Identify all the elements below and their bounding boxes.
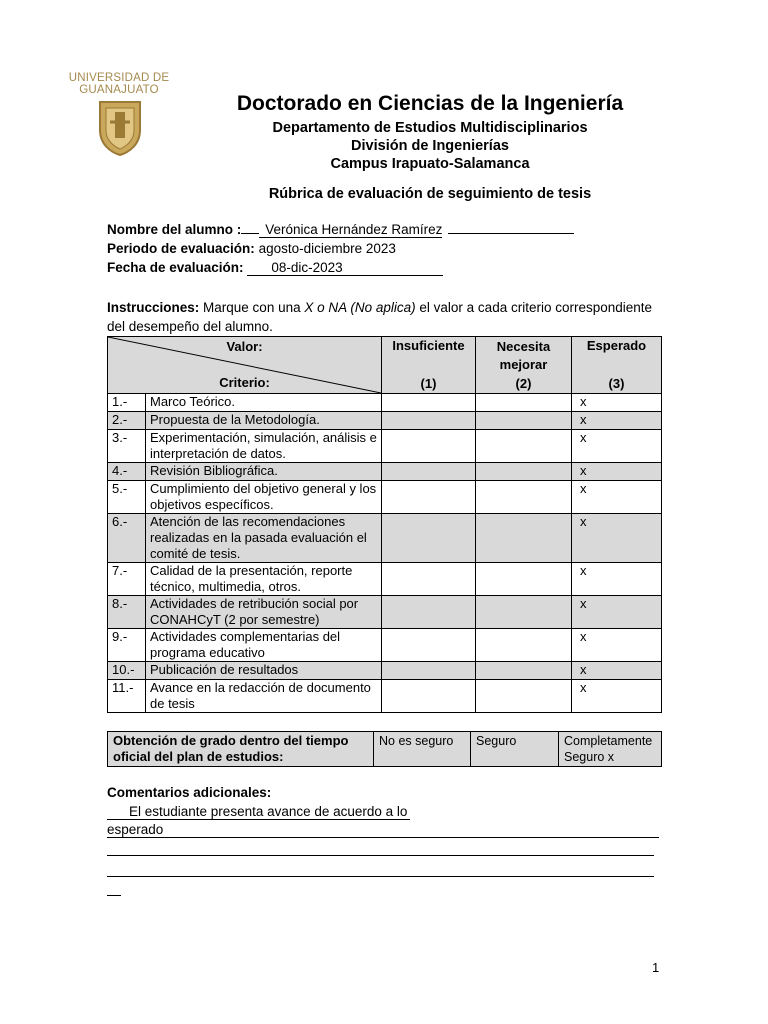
col-insuficiente-label: Insuficiente [392,338,465,353]
obtencion-seguro[interactable]: Seguro [471,732,559,767]
row-necesita[interactable] [476,412,572,430]
comments-line1: El estudiante presenta avance de acuerdo a lo [107,804,410,820]
row-criterion: Revisión Bibliográfica. [146,463,382,481]
table-row [108,596,662,629]
university-seal-icon [96,98,144,156]
row-criterion: Atención de las recomendaciones realizadas en la pasada evaluación el comité de tesis. [146,514,382,563]
row-esperado[interactable]: x [572,680,662,713]
col-necesita [476,337,572,394]
table-row [108,563,662,596]
table-row [108,481,662,514]
col-insuficiente-num: (1) [420,376,437,391]
row-criterion: Avance en la redacción de documento de tesis [146,680,382,713]
row-insuficiente[interactable] [382,563,476,596]
row-criterion: Publicación de resultados [146,662,382,680]
row-esperado[interactable]: x [572,596,662,629]
row-necesita[interactable] [476,563,572,596]
row-esperado[interactable]: x [572,629,662,662]
university-line2: GUANAJUATO [79,84,159,96]
obtencion-completamente-seguro[interactable]: Completamente Seguro x [559,732,662,767]
valor-criterio-cell [108,337,382,394]
row-number: 6.- [108,514,146,563]
page-title: Doctorado en Ciencias de la Ingeniería [236,92,624,115]
col-esperado-label: Esperado [586,338,647,353]
campus: Campus Irapuato-Salamanca [330,156,530,172]
rubric-title: Rúbrica de evaluación de seguimiento de tesis [268,186,592,202]
row-number: 7.- [108,563,146,596]
name-value: Verónica Hernández Ramírez [259,222,442,238]
table-row [108,680,662,713]
row-number: 10.- [108,662,146,680]
row-necesita[interactable] [476,629,572,662]
name-label: Nombre del alumno : [107,222,242,237]
table-row [108,394,662,412]
row-necesita[interactable] [476,662,572,680]
row-necesita[interactable] [476,430,572,463]
obtencion-row [108,732,662,767]
comments-label: Comentarios adicionales: [107,785,272,800]
instructions-emphasis: X o NA (No aplica) [304,300,416,315]
period-label: Periodo de evaluación: [107,241,255,256]
row-insuficiente[interactable] [382,514,476,563]
col-esperado-num: (3) [608,376,625,391]
row-criterion: Actividades de retribución social por CONAHCyT (2 por semestre) [146,596,382,629]
period-value: agosto-diciembre 2023 [258,241,396,256]
row-criterion: Actividades complementarias del programa educativo [146,629,382,662]
comments-blank-line [107,876,654,877]
comments-line2: esperado [107,822,659,838]
university-line1: UNIVERSIDAD DE [68,72,170,84]
obtencion-table [107,731,662,767]
department: Departamento de Estudios Multidisciplinarios [272,120,588,136]
row-number: 8.- [108,596,146,629]
table-row [108,629,662,662]
row-esperado[interactable]: x [572,563,662,596]
date-row [107,260,443,276]
row-esperado[interactable]: x [572,412,662,430]
row-esperado[interactable]: x [572,514,662,563]
row-insuficiente[interactable] [382,629,476,662]
table-row [108,662,662,680]
row-number: 1.- [108,394,146,412]
row-number: 4.- [108,463,146,481]
instructions-label: Instrucciones: [107,300,200,315]
col-esperado [572,337,662,394]
row-insuficiente[interactable] [382,463,476,481]
table-row [108,514,662,563]
university-name [68,72,170,96]
instructions [107,298,667,336]
row-insuficiente[interactable] [382,430,476,463]
row-necesita[interactable] [476,596,572,629]
rubric-header-row [108,337,662,394]
row-necesita[interactable] [476,481,572,514]
row-esperado[interactable]: x [572,430,662,463]
row-esperado[interactable]: x [572,662,662,680]
row-insuficiente[interactable] [382,412,476,430]
comments-blank-line [107,895,121,896]
obtencion-label: Obtención de grado dentro del tiempo oficial del plan de estudios: [108,732,374,767]
student-name-row [107,222,574,238]
row-esperado[interactable]: x [572,481,662,514]
row-number: 2.- [108,412,146,430]
row-number: 9.- [108,629,146,662]
obtencion-no-seguro[interactable]: No es seguro [374,732,471,767]
col-necesita-label: Necesita mejorar [496,339,551,372]
row-insuficiente[interactable] [382,596,476,629]
instructions-text-a: Marque con una [199,300,305,315]
row-insuficiente[interactable] [382,481,476,514]
col-insuficiente [382,337,476,394]
page-number: 1 [652,960,660,975]
date-label: Fecha de evaluación: [107,260,244,275]
row-insuficiente[interactable] [382,680,476,713]
row-criterion: Propuesta de la Metodología. [146,412,382,430]
table-row [108,412,662,430]
row-criterion: Marco Teórico. [146,394,382,412]
row-insuficiente[interactable] [382,662,476,680]
comments-line1-wrap [107,804,410,820]
period-row [107,241,396,256]
row-criterion: Calidad de la presentación, reporte técnico, multimedia, otros. [146,563,382,596]
rubric-table [107,336,662,713]
row-necesita[interactable] [476,394,572,412]
row-necesita[interactable] [476,463,572,481]
criterio-label: Criterio: [219,375,270,390]
row-number: 5.- [108,481,146,514]
date-value: 08-dic-2023 [247,260,443,276]
comments-blank-line [107,855,654,856]
row-insuficiente[interactable] [382,394,476,412]
row-esperado[interactable]: x [572,463,662,481]
valor-label: Valor: [226,339,263,354]
row-necesita[interactable] [476,514,572,563]
division: División de Ingenierías [351,138,509,154]
table-row [108,430,662,463]
row-criterion: Experimentación, simulación, análisis e interpretación de datos. [146,430,382,463]
col-necesita-num: (2) [515,376,532,391]
comments-line2-wrap [107,822,659,838]
table-row [108,463,662,481]
instructions-text-b: el valor a cada criterio correspondiente del desempeño del alumno. [107,300,653,334]
row-criterion: Cumplimiento del objetivo general y los objetivos específicos. [146,481,382,514]
row-number: 11.- [108,680,146,713]
row-number: 3.- [108,430,146,463]
row-necesita[interactable] [476,680,572,713]
row-esperado[interactable]: x [572,394,662,412]
